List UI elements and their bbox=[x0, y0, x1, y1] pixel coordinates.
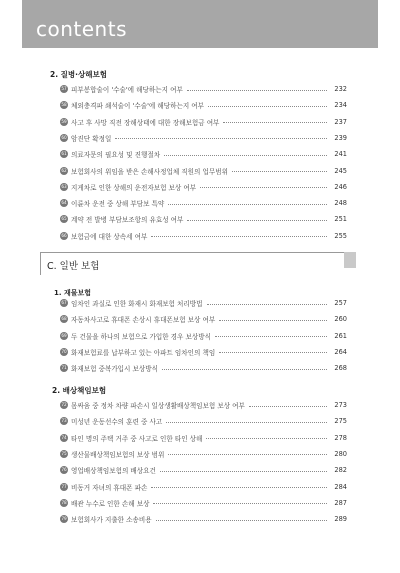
dot-leader bbox=[223, 122, 327, 123]
page-number: 273 bbox=[334, 401, 347, 409]
entry-title: 보험회사가 지출한 소송비용 bbox=[71, 516, 152, 525]
dot-leader bbox=[153, 503, 327, 504]
toc-entry[interactable] bbox=[60, 149, 347, 159]
toc-entry[interactable] bbox=[60, 498, 347, 508]
entry-title: 배관 누수로 인한 손해 보상 bbox=[71, 499, 150, 508]
page-number: 287 bbox=[334, 498, 347, 507]
entry-number-badge: 61 bbox=[61, 151, 67, 157]
entry-title: 이륜차 운전 중 상해 부담보 특약 bbox=[71, 200, 165, 209]
dot-leader bbox=[168, 454, 327, 455]
page-number: 260 bbox=[334, 315, 347, 324]
toc-entry[interactable] bbox=[60, 133, 347, 143]
toc-entry[interactable] bbox=[60, 314, 347, 324]
page-title: contents bbox=[36, 17, 127, 41]
page-number: 264 bbox=[334, 347, 347, 356]
entry-number-badge: 63 bbox=[61, 183, 67, 189]
dot-leader bbox=[164, 155, 327, 156]
page-number: 239 bbox=[334, 133, 347, 142]
page-number: 282 bbox=[334, 466, 347, 475]
page-number: 268 bbox=[334, 364, 347, 373]
toc-entry[interactable] bbox=[60, 514, 347, 524]
entry-number-badge: 74 bbox=[61, 434, 67, 440]
entry-title: 미성년 운동선수의 훈련 중 사고 bbox=[71, 418, 163, 427]
toc-entry[interactable] bbox=[60, 298, 347, 308]
toc-entry[interactable] bbox=[60, 231, 347, 241]
entry-number-badge: 58 bbox=[61, 102, 67, 108]
entry-number-badge: 62 bbox=[61, 167, 67, 173]
page-number: 237 bbox=[334, 117, 347, 126]
dot-leader bbox=[208, 106, 327, 107]
entry-number-badge: 69 bbox=[61, 332, 67, 338]
toc-entry[interactable] bbox=[60, 482, 347, 492]
entry-title: 사고 후 사망 직전 장해상태에 대한 장해보험금 여부 bbox=[71, 118, 220, 127]
toc-entry[interactable] bbox=[60, 465, 347, 475]
page-number: 246 bbox=[334, 182, 347, 191]
entry-number-badge: 59 bbox=[61, 118, 67, 124]
page-number: 289 bbox=[334, 515, 347, 524]
entry-number-badge: 73 bbox=[61, 418, 67, 424]
toc-entry[interactable] bbox=[60, 331, 347, 341]
dot-leader bbox=[200, 187, 327, 188]
dot-leader bbox=[156, 520, 327, 521]
subsection-title-liability: 2. 배상책임보험 bbox=[52, 386, 107, 395]
toc-entry[interactable] bbox=[60, 166, 347, 176]
entry-title: 보험금에 대한 상속세 여부 bbox=[71, 232, 148, 241]
page-number: 255 bbox=[334, 231, 347, 240]
dot-leader bbox=[151, 236, 327, 237]
entry-title: 화재보험 중복가입시 보상방식 bbox=[71, 365, 158, 374]
entry-title: 생산물배상책임보험의 보상 범위 bbox=[71, 450, 165, 459]
entry-number-badge: 57 bbox=[61, 86, 67, 91]
dot-leader bbox=[115, 138, 327, 139]
page-number: 245 bbox=[334, 166, 347, 175]
page-number: 284 bbox=[334, 482, 347, 491]
page-number: 280 bbox=[334, 449, 347, 458]
page-number: 241 bbox=[334, 150, 347, 159]
entry-title: 체외충격파 쇄석술이 '수술'에 해당하는지 여부 bbox=[71, 102, 205, 111]
page-number: 248 bbox=[334, 199, 347, 208]
entry-number-badge: 66 bbox=[61, 232, 67, 238]
entry-title: 화재보험료를 납부하고 있는 아파트 임차인의 책임 bbox=[71, 348, 216, 357]
page-number: 251 bbox=[334, 215, 347, 224]
entry-number-badge: 67 bbox=[61, 300, 67, 305]
entry-number-badge: 72 bbox=[61, 402, 67, 407]
dot-leader bbox=[168, 204, 327, 205]
entry-title: 피부봉합술이 '수술'에 해당하는지 여부 bbox=[71, 86, 183, 94]
toc-entry[interactable] bbox=[60, 84, 347, 94]
toc-entry[interactable] bbox=[60, 117, 347, 127]
entry-title: 타인 명의 주택 거주 중 사고로 인한 타인 상해 bbox=[71, 434, 203, 443]
entry-title: 자동차사고로 휴대폰 손상시 휴대폰보험 보상 여부 bbox=[71, 316, 216, 325]
entry-title: 몸싸움 중 정차 차량 파손시 일상생활배상책임보험 보상 여부 bbox=[71, 402, 245, 410]
dot-leader bbox=[206, 438, 327, 439]
toc-entry[interactable] bbox=[60, 449, 347, 459]
dot-leader bbox=[162, 369, 327, 370]
toc-entry[interactable] bbox=[60, 214, 347, 224]
dot-leader bbox=[219, 320, 327, 321]
dot-leader bbox=[187, 220, 327, 221]
toc-entry[interactable] bbox=[60, 182, 347, 192]
entry-number-badge: 79 bbox=[61, 516, 67, 522]
dot-leader bbox=[207, 304, 327, 305]
page-number: 278 bbox=[334, 433, 347, 442]
page-number: 257 bbox=[334, 299, 347, 307]
entry-number-badge: 77 bbox=[61, 483, 67, 489]
dot-leader bbox=[166, 422, 327, 423]
dot-leader bbox=[219, 352, 327, 353]
dot-leader bbox=[151, 487, 327, 488]
entry-number-badge: 70 bbox=[61, 348, 67, 354]
toc-entry[interactable] bbox=[60, 363, 347, 373]
part-c-label: C. 일반 보험 bbox=[47, 261, 100, 272]
entry-title: 영업배상책임보험의 배상요건 bbox=[71, 467, 156, 476]
entry-number-badge: 71 bbox=[61, 365, 67, 371]
entry-title: 비동거 자녀의 휴대폰 파손 bbox=[71, 483, 148, 492]
entry-number-badge: 75 bbox=[61, 450, 67, 456]
page-number: 234 bbox=[334, 101, 347, 110]
toc-entry[interactable] bbox=[60, 400, 347, 410]
toc-entry[interactable] bbox=[60, 100, 347, 110]
entry-title: 보험회사의 위임을 받은 손해사정업체 직원의 업무범위 bbox=[71, 167, 228, 176]
entry-number-badge: 76 bbox=[61, 467, 67, 473]
entry-number-badge: 60 bbox=[61, 134, 67, 140]
dot-leader bbox=[160, 471, 327, 472]
section-title-disease-injury: 2. 질병·상해보험 bbox=[50, 70, 107, 79]
page-number: 275 bbox=[334, 417, 347, 426]
dot-leader bbox=[215, 336, 327, 337]
entry-title: 임차인 과실로 인한 화재시 화재보험 처리방법 bbox=[71, 300, 203, 308]
entry-number-badge: 65 bbox=[61, 216, 67, 222]
page-number: 232 bbox=[334, 85, 347, 93]
entry-title: 의료자문의 필요성 및 진행절차 bbox=[71, 151, 161, 160]
subsection-title-property: 1. 재물보험 bbox=[54, 289, 92, 297]
toc-entry[interactable] bbox=[60, 433, 347, 443]
entry-title: 두 건물을 하나의 보험으로 가입한 경우 보상방식 bbox=[71, 332, 211, 341]
entry-title: 암진단 확정일 bbox=[71, 134, 112, 143]
entry-number-badge: 64 bbox=[61, 200, 67, 206]
entry-title: 지게차로 인한 상해의 운전자보험 보상 여부 bbox=[71, 183, 197, 192]
dot-leader bbox=[187, 90, 327, 91]
part-c-box bbox=[40, 252, 354, 275]
page-number: 261 bbox=[334, 331, 347, 340]
entry-title: 계약 전 발병 부담보조항의 유효성 여부 bbox=[71, 216, 184, 225]
toc-entry[interactable] bbox=[60, 347, 347, 357]
dot-leader bbox=[232, 171, 327, 172]
toc-entry[interactable] bbox=[60, 416, 347, 426]
entry-number-badge: 68 bbox=[61, 316, 67, 322]
toc-entry[interactable] bbox=[60, 198, 347, 208]
entry-number-badge: 78 bbox=[61, 499, 67, 505]
part-c-tab-marker bbox=[344, 252, 356, 268]
dot-leader bbox=[249, 406, 327, 407]
